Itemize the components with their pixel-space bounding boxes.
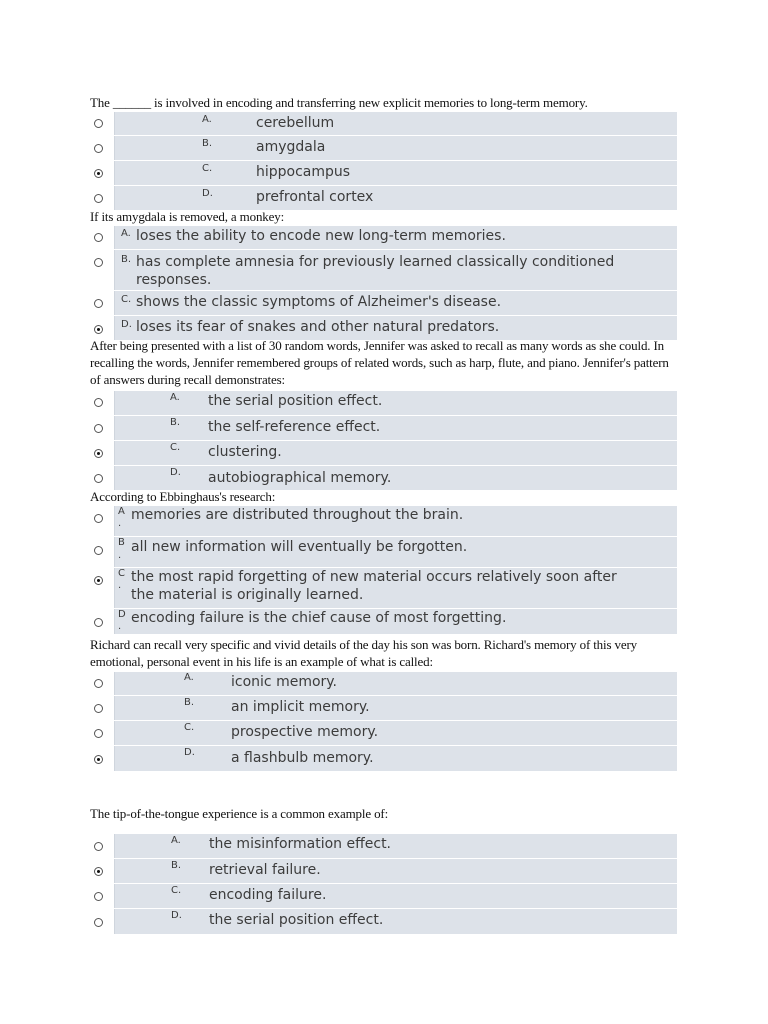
radio-button[interactable] bbox=[94, 842, 103, 851]
radio-button-selected[interactable] bbox=[94, 867, 103, 876]
option-text: autobiographical memory. bbox=[208, 470, 392, 486]
option-a[interactable] bbox=[90, 391, 677, 416]
option-a[interactable] bbox=[90, 834, 677, 859]
options-group bbox=[90, 390, 677, 491]
radio-button[interactable] bbox=[94, 258, 103, 267]
option-text: all new information will eventually be forgotten. bbox=[131, 539, 468, 555]
question-stem: If its amygdala is removed, a monkey: bbox=[90, 209, 285, 224]
option-b[interactable] bbox=[90, 696, 677, 721]
option-letter: B. bbox=[170, 417, 181, 428]
option-a[interactable] bbox=[90, 506, 677, 537]
option-text: cerebellum bbox=[256, 115, 335, 131]
option-text: hippocampus bbox=[256, 164, 351, 180]
question-stem: After being presented with a list of 30 random words, Jennifer was asked to recall as many words as she could. In recalling the words, Jennifer remembered groups of related words, such as harp, flute, and piano. Jennifer's pattern of answers during recall demonstrates: bbox=[90, 338, 669, 387]
radio-button[interactable] bbox=[94, 514, 103, 523]
options-group bbox=[90, 225, 677, 341]
option-c[interactable] bbox=[90, 568, 677, 609]
radio-button[interactable] bbox=[94, 474, 103, 483]
option-letter: D. bbox=[121, 319, 132, 330]
option-text: clustering. bbox=[208, 444, 282, 460]
question-3 bbox=[90, 337, 677, 491]
option-b[interactable] bbox=[90, 537, 677, 568]
option-c[interactable] bbox=[90, 441, 677, 466]
option-letter: D. bbox=[202, 188, 213, 199]
option-text: prefrontal cortex bbox=[256, 189, 374, 205]
option-text: the serial position effect. bbox=[209, 912, 384, 928]
option-text-continued: the material is originally learned. bbox=[131, 587, 364, 603]
option-b[interactable] bbox=[90, 136, 677, 161]
option-text: the most rapid forgetting of new material occurs relatively soon after bbox=[131, 569, 617, 585]
question-4 bbox=[90, 488, 677, 635]
radio-button[interactable] bbox=[94, 892, 103, 901]
radio-button[interactable] bbox=[94, 729, 103, 738]
radio-button[interactable] bbox=[94, 398, 103, 407]
question-2 bbox=[90, 208, 677, 341]
option-text: encoding failure. bbox=[209, 887, 327, 903]
option-b[interactable] bbox=[90, 250, 677, 291]
option-text: the misinformation effect. bbox=[209, 836, 392, 852]
radio-button-selected[interactable] bbox=[94, 325, 103, 334]
radio-button[interactable] bbox=[94, 299, 103, 308]
option-letter: A. bbox=[170, 392, 180, 403]
option-text: prospective memory. bbox=[231, 724, 379, 740]
option-a[interactable] bbox=[90, 672, 677, 696]
option-text: amygdala bbox=[256, 139, 326, 155]
option-a[interactable] bbox=[90, 112, 677, 136]
option-text: iconic memory. bbox=[231, 674, 338, 690]
radio-button[interactable] bbox=[94, 704, 103, 713]
option-c[interactable] bbox=[90, 291, 677, 316]
option-letter: C. bbox=[121, 294, 132, 305]
option-text: the serial position effect. bbox=[208, 393, 383, 409]
option-letter: B. bbox=[121, 254, 132, 265]
option-letter: A. bbox=[171, 835, 181, 846]
option-d[interactable] bbox=[90, 609, 677, 635]
radio-button[interactable] bbox=[94, 144, 103, 153]
option-letter-dot: . bbox=[118, 580, 122, 591]
option-text: memories are distributed throughout the brain. bbox=[131, 507, 464, 523]
option-letter: A. bbox=[202, 114, 212, 125]
option-text: retrieval failure. bbox=[209, 862, 321, 878]
question-stem: Richard can recall very specific and vivid details of the day his son was born. Richard's memory of this very emotional, personal event in his life is an example of what is called: bbox=[90, 637, 637, 669]
radio-button[interactable] bbox=[94, 424, 103, 433]
option-letter: B. bbox=[202, 138, 213, 149]
options-group bbox=[90, 111, 677, 211]
option-text: loses its fear of snakes and other natural predators. bbox=[136, 319, 500, 335]
option-text: shows the classic symptoms of Alzheimer's disease. bbox=[136, 294, 502, 310]
option-text: the self-reference effect. bbox=[208, 419, 381, 435]
option-letter: B bbox=[118, 537, 125, 548]
option-text: an implicit memory. bbox=[231, 699, 370, 715]
option-b[interactable] bbox=[90, 416, 677, 441]
question-1 bbox=[90, 94, 677, 211]
question-6 bbox=[90, 805, 677, 935]
radio-button-selected[interactable] bbox=[94, 576, 103, 585]
option-letter: A bbox=[118, 506, 125, 517]
option-letter: C. bbox=[184, 722, 195, 733]
radio-button[interactable] bbox=[94, 233, 103, 242]
option-letter-dot: . bbox=[118, 518, 122, 529]
option-d[interactable] bbox=[90, 746, 677, 772]
option-b[interactable] bbox=[90, 859, 677, 884]
option-letter: B. bbox=[171, 860, 182, 871]
question-stem: According to Ebbinghaus's research: bbox=[90, 489, 276, 504]
radio-button[interactable] bbox=[94, 194, 103, 203]
option-c[interactable] bbox=[90, 884, 677, 909]
option-text: encoding failure is the chief cause of most forgetting. bbox=[131, 610, 507, 626]
option-d[interactable] bbox=[90, 909, 677, 935]
option-c[interactable] bbox=[90, 161, 677, 186]
option-letter: C. bbox=[202, 163, 213, 174]
options-group bbox=[90, 505, 677, 635]
option-letter-dot: . bbox=[118, 550, 122, 561]
option-letter: D. bbox=[170, 467, 181, 478]
radio-button[interactable] bbox=[94, 546, 103, 555]
option-text: a flashbulb memory. bbox=[231, 750, 374, 766]
option-letter: D. bbox=[184, 747, 195, 758]
option-letter: D. bbox=[171, 910, 182, 921]
option-text: loses the ability to encode new long-term memories. bbox=[136, 228, 506, 244]
option-letter-dot: . bbox=[118, 621, 122, 632]
option-letter: C. bbox=[170, 442, 181, 453]
option-letter: A. bbox=[121, 228, 131, 239]
option-letter: B. bbox=[184, 697, 195, 708]
option-c[interactable] bbox=[90, 721, 677, 746]
option-letter: D bbox=[118, 609, 126, 620]
question-5 bbox=[90, 636, 677, 772]
option-text-continued: responses. bbox=[136, 272, 212, 288]
radio-button[interactable] bbox=[94, 679, 103, 688]
radio-button[interactable] bbox=[94, 618, 103, 627]
radio-button[interactable] bbox=[94, 918, 103, 927]
radio-button[interactable] bbox=[94, 119, 103, 128]
options-group bbox=[90, 671, 677, 772]
radio-button-selected[interactable] bbox=[94, 755, 103, 764]
option-text: has complete amnesia for previously learned classically conditioned bbox=[136, 254, 615, 270]
radio-button-selected[interactable] bbox=[94, 169, 103, 178]
question-stem: The tip-of-the-tongue experience is a common example of: bbox=[90, 806, 389, 821]
option-a[interactable] bbox=[90, 226, 677, 250]
question-stem: The ______ is involved in encoding and transferring new explicit memories to long-term memory. bbox=[90, 95, 588, 110]
option-letter: A. bbox=[184, 672, 194, 683]
option-letter: C bbox=[118, 568, 125, 579]
options-group bbox=[90, 833, 677, 935]
radio-button-selected[interactable] bbox=[94, 449, 103, 458]
option-letter: C. bbox=[171, 885, 182, 896]
